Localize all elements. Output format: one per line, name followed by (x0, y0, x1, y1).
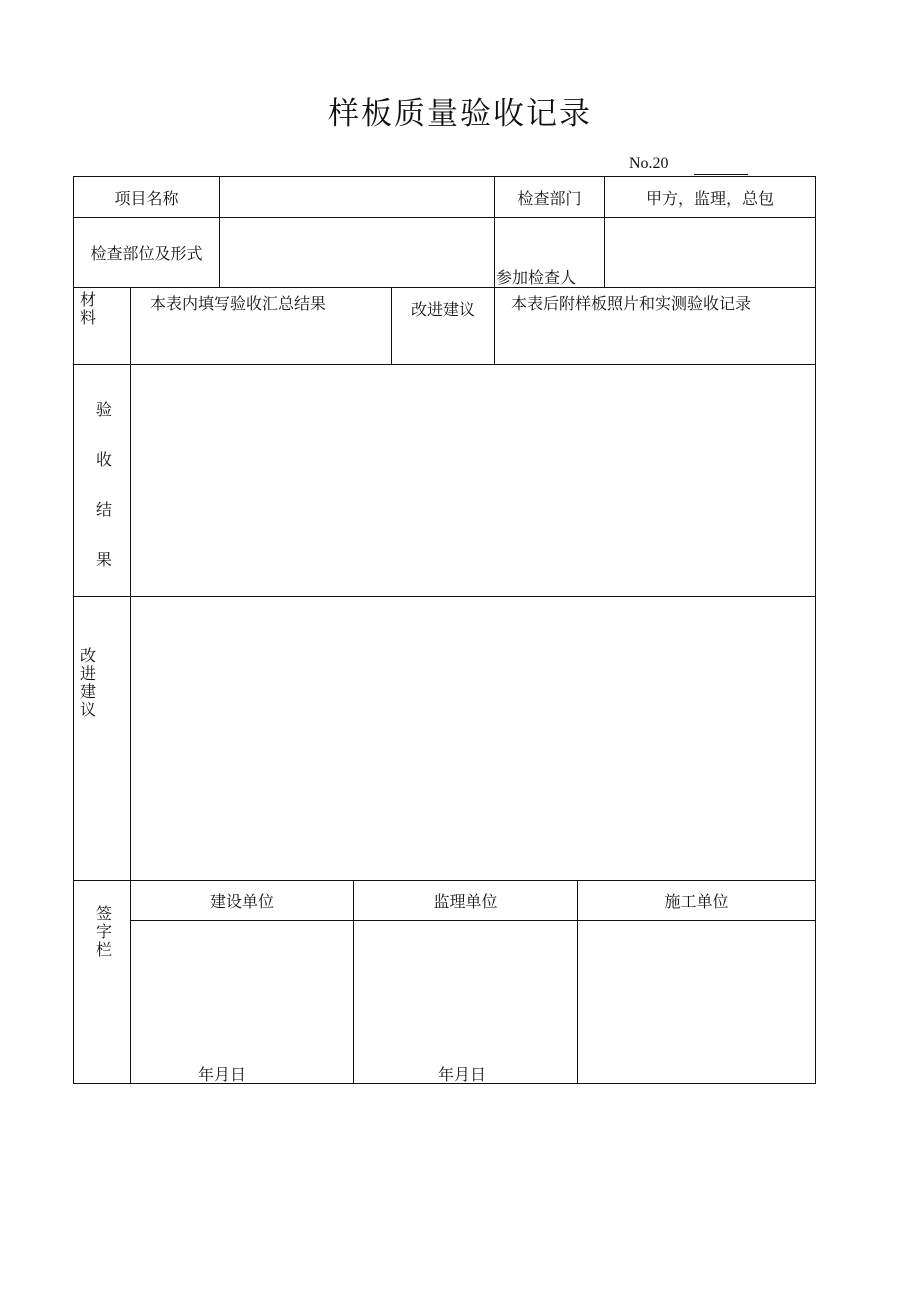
doc-number-blank-line (694, 174, 748, 175)
materials-label (78, 291, 98, 327)
improve-suggestion-label: 改进建议 (410, 299, 475, 319)
acceptance-label-char: 结 (96, 500, 113, 519)
project-name-field[interactable] (220, 177, 494, 217)
inspect-location-label: 检查部位及形式 (90, 244, 203, 263)
inspect-dept-value: 甲方，监理，总包 (645, 188, 774, 208)
inspect-location-field[interactable] (220, 218, 494, 287)
signature-unit-contractor: 施工单位 (664, 892, 729, 911)
inspect-dept-label: 检查部门 (517, 188, 582, 208)
improvement-label-char: 进 (79, 664, 96, 683)
participants-field[interactable] (605, 218, 815, 287)
signature-label-char: 栏 (95, 940, 112, 959)
attachment-note: 本表后附样板照片和实测验收记录 (511, 294, 752, 313)
materials-label-char: 材 (79, 290, 96, 309)
improvement-label-char: 议 (79, 700, 96, 719)
improvement-label (78, 647, 98, 719)
table-border-right (815, 176, 816, 1084)
project-name-label: 项目名称 (114, 188, 179, 208)
improvement-label-char: 改 (79, 646, 96, 665)
participants-label: 参加检查人 (496, 268, 577, 287)
signature-unit-supervisor: 监理单位 (433, 892, 498, 911)
signature-date-supervisor: 年月日 (438, 1065, 487, 1084)
improvement-field[interactable] (131, 597, 815, 880)
signature-unit-owner: 建设单位 (209, 892, 274, 911)
signature-label (94, 905, 114, 959)
signature-field-supervisor[interactable] (354, 921, 577, 1083)
doc-number: No.20 (629, 155, 669, 172)
acceptance-label-char: 验 (96, 400, 113, 419)
page-title: 样板质量验收记录 (328, 96, 592, 132)
acceptance-label-char: 收 (96, 450, 113, 469)
signature-field-owner[interactable] (131, 921, 353, 1083)
acceptance-result-field[interactable] (131, 365, 815, 596)
improvement-label-char: 建 (79, 682, 96, 701)
signature-label-char: 签 (95, 904, 112, 923)
signature-field-contractor[interactable] (578, 921, 815, 1083)
signature-label-char: 字 (95, 922, 112, 941)
materials-label-char: 料 (79, 308, 96, 327)
signature-date-owner: 年月日 (198, 1065, 247, 1084)
acceptance-label-char: 果 (96, 550, 113, 569)
table-border-left (73, 176, 74, 1084)
materials-note: 本表内填写验收汇总结果 (150, 294, 327, 313)
